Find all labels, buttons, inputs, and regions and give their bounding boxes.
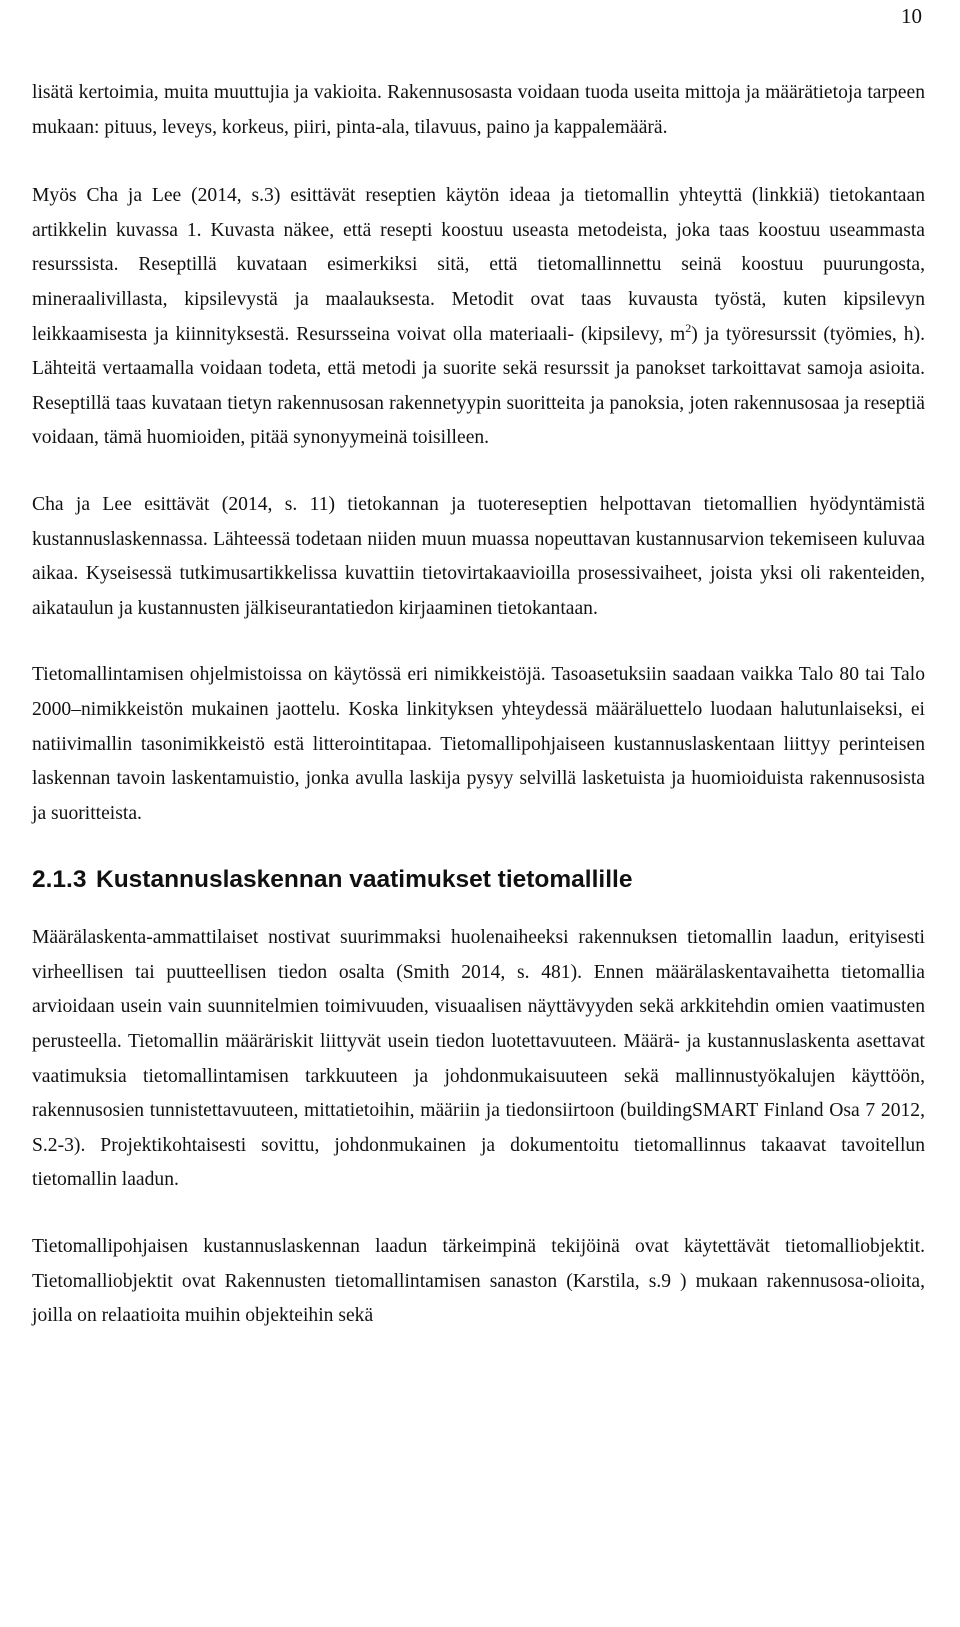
document-body [32, 76, 925, 1366]
section-heading [32, 863, 925, 897]
paragraph-4: Tietomallintamisen ohjelmistoissa on käytössä eri nimikkeistöjä. Tasoasetuksiin saadaan vaikka Talo 80 tai Talo 2000–nimikkeistön mukainen jaottelu. Koska linkityksen yhteydessä määräluettelo luodaan halutunlaiseksi, ei natiivimallin tasonimikkeistö estä litterointitapaa. Tietomallipohjaiseen kustannuslaskentaan liittyy perinteisen laskennan tavoin laskentamuistio, jonka avulla laskija pysyy selvillä lasketuista ja huomioiduista rakennusosista ja suoritteista. [32, 664, 925, 824]
paragraph-3: Cha ja Lee esittävät (2014, s. 11) tietokannan ja tuotereseptien helpottavan tietomallien hyödyntämistä kustannuslaskennassa. Lähteessä todetaan niiden muun muassa nopeuttavan kustannusarvion tekemiseen kuluvaa aikaa. Kyseisessä tutkimusartikkelissa kuvattiin tietovirtakaavioilla prosessivaiheet, joista yksi oli rakenteiden, aikataulun ja kustannusten jälkiseurantatiedon kirjaaminen tietokantaan. [32, 493, 925, 619]
section-title: Kustannuslaskennan vaatimukset tietomallille [96, 866, 633, 894]
paragraph-1: lisätä kertoimia, muita muuttujia ja vakioita. Rakennusosasta voidaan tuoda useita mittoja ja määrätietoja tarpeen mukaan: pituus, leveys, korkeus, piiri, pinta-ala, tilavuus, paino ja kappalemäärä. [32, 82, 925, 138]
paragraph-2 [32, 179, 925, 456]
superscript-2: 2 [685, 320, 692, 335]
paragraph-6: Tietomallipohjaisen kustannuslaskennan laadun tärkeimpinä tekijöinä ovat käytettävät tietomalliobjektit. Tietomalliobjektit ovat Rakennusten tietomallintamisen sanaston (Karstila, s.9 ) mukaan rakennusosa-olioita, joilla on relaatioita muihin objekteihin sekä [32, 1236, 925, 1327]
paragraph-5: Määrälaskenta-ammattilaiset nostivat suurimmaksi huolenaiheeksi rakennuksen tietomallin laadun, erityisesti virheellisen tai puutteellisen tiedon osalta (Smith 2014, s. 481). Ennen määrälaskentavaihetta tietomallia arvioidaan usein vain suunnitelmien toimivuuden, visuaalisen näyttävyyden sekä arkkitehdin omien vaatimusten perusteella. Tietomallin määräriskit liittyvät usein tiedon luotettavuuteen. Määrä- ja kustannuslaskenta asettavat vaatimuksia tietomallintamisen tarkkuuteen ja johdonmukaisuuteen sekä mallinnustyökalujen käyttöön, rakennusosien tunnistettavuuteen, mittatietoihin, määriin ja tiedonsiirtoon (buildingSMART Finland Osa 7 2012, S.2-3). Projektikohtaisesti sovittu, johdonmukainen ja dokumentoitu tietomallinnus takaavat tavoitellun tietomallin laadun. [32, 927, 925, 1191]
paragraph-2-part-b: ) ja työresurssit (työmies, h). Lähteitä vertaamalla voidaan todeta, että metodi ja suorite sekä resurssit ja panokset tarkoittavat samoja asioita. Reseptillä taas kuvataan tietyn rakennusosan rakennetyypin suoritteita ja panoksia, joten rakennusosaa ja reseptiä voidaan, tämä huomioiden, pitää synonyymeinä toisilleen. [32, 323, 926, 449]
page-number: 10 [901, 4, 922, 28]
section-number: 2.1.3 [32, 866, 87, 894]
paragraph-2-part-a: Myös Cha ja Lee (2014, s.3) esittävät reseptien käytön ideaa ja tietomallin yhteyttä (linkkiä) tietokantaan artikkelin kuvassa 1. Kuvasta näkee, että resepti koostuu useasta metodeista, joka taas koostuu useammasta resurssista. Reseptillä kuvataan esimerkiksi sitä, että tietomallinnettu seinä koostuu puurungosta, mineraalivillasta, kipsilevystä ja maalauksesta. Metodit ovat taas kuvausta työstä, kuten kipsilevyn leikkaamisesta ja kiinnityksestä. Resursseina voivat olla materiaali- (kipsilevy, m [32, 185, 925, 345]
